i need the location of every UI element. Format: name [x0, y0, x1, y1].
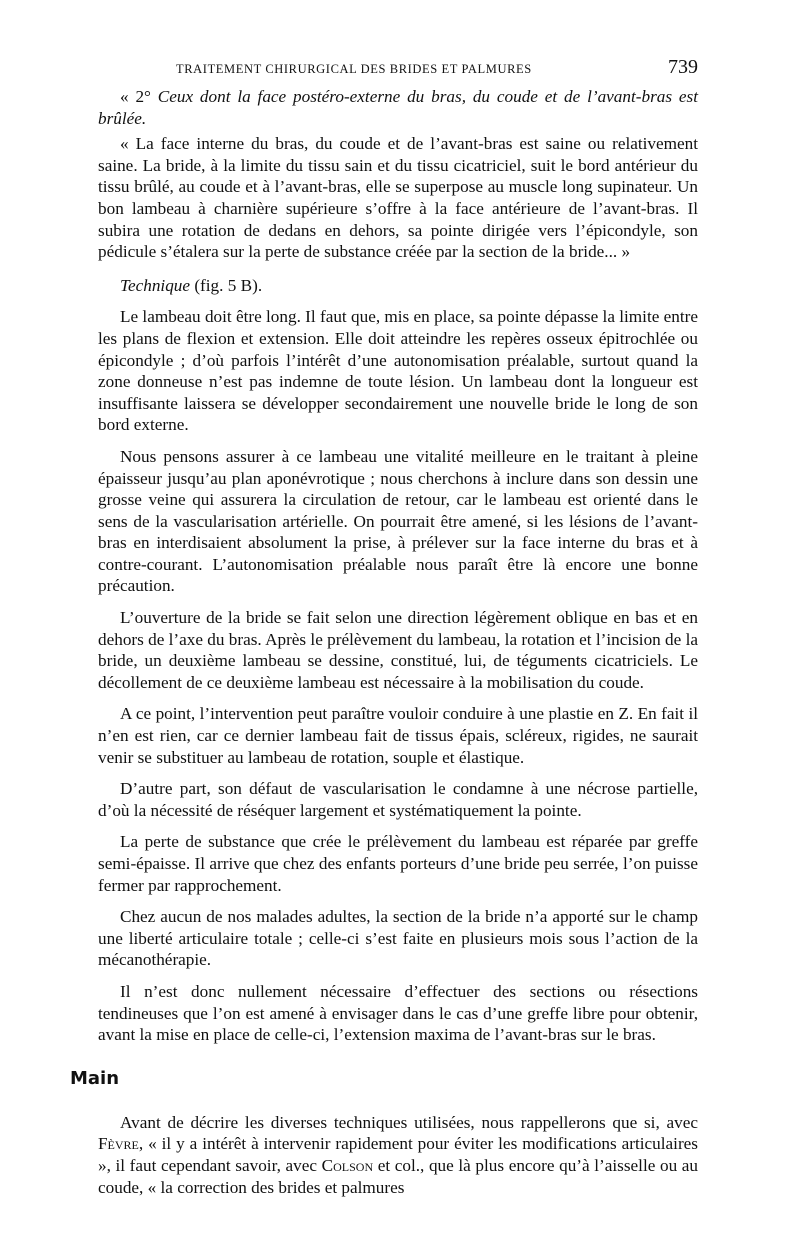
paragraph: L’ouverture de la bride se fait selon une direction légèrement oblique en bas et en dehors de l’axe du bras. Après le prélèvement du lambeau, la rotation et l’incision de la bride, un deuxième lambeau se dessine, constitué, lui, de téguments cicatriciels. Le décollement de ce deuxième lambeau est nécessaire à la mobilisation du coude.	[98, 608, 698, 692]
paragraph: Le lambeau doit être long. Il faut que, mis en place, sa pointe dépasse la limite entre les plans de flexion et extension. Elle doit atteindre les repères osseux épitrochlée ou épicondyle ; d’où parfois l’intérêt d’une autonomisation préalable, surtout quand la zone donneuse n’est pas indemne de toute lésion. Un lambeau dont la longueur est insuffisante laissera se développer secondairement une nouvelle bride le long de son bord externe.	[98, 307, 698, 435]
quote-body: « La face interne du bras, du coude et de l’avant-bras est saine ou relativement saine. La bride, à la limite du tissu sain et du tissu cicatriciel, suit le bord antérieur du tissu brûlé, au coude et à l’avant-bras, elle se superpose au muscle long supinateur. Un bon lambeau à charnière supérieure s’offre à la face antérieure de l’avant-bras. Il subira une rotation de dedans en dehors, sa pointe dirigée vers l’épicondyle, son pédicule s’étalera sur la perte de substance créée par la section de la bride... »	[98, 134, 698, 262]
section-heading: Main	[70, 1067, 120, 1089]
technique-figure-ref: (fig. 5 B).	[190, 275, 263, 295]
paragraph: Nous pensons assurer à ce lambeau une vitalité meilleure en le traitant à pleine épaisseur jusqu’au plan aponévrotique ; nous cherchons à inclure dans son dessin une grosse veine qui assurera la circulation de retour, car le lambeau est orienté dans le sens de la vascularisation artérielle. On pourrait être amené, si les lésions de l’avant-bras en interdisaient absolument la prise, à prélever sur la face interne du bras et à contre-courant. L’autonomisation préalable nous paraît être là encore une bonne précaution.	[98, 446, 698, 596]
paragraph: Chez aucun de nos malades adultes, la section de la bride n’a apporté sur le champ une liberté articulaire totale ; celle-ci s’est faite en plusieurs mois sous l’action de la mécanothérapie.	[98, 907, 698, 970]
paragraph: La perte de substance que crée le prélèvement du lambeau est réparée par greffe semi-épaisse. Il arrive que chez des enfants porteurs d’une bride peu serrée, l’on puisse fermer par rapprochement.	[98, 832, 698, 895]
page-number: 739	[668, 56, 698, 78]
section-text-1: Avant de décrire les diverses techniques utilisées, nous rappellerons que si, avec	[120, 1112, 698, 1132]
paragraph: D’autre part, son défaut de vascularisation le condamne à une nécrose partielle, d’où la nécessité de réséquer largement et systématiquement la pointe.	[98, 779, 698, 820]
technique-label: Technique	[120, 275, 191, 295]
quote-open: « 2°	[120, 87, 158, 106]
technique-heading	[98, 275, 698, 297]
author-name: Colson	[321, 1155, 374, 1175]
paragraph: A ce point, l’intervention peut paraître vouloir conduire à une plastie en Z. En fait il n’en est rien, car ce dernier lambeau fait de tissus épais, scléreux, rigides, ne saurait venir se substituer au lambeau de rotation, souple et élastique.	[98, 704, 698, 767]
author-name: Fèvre	[98, 1134, 139, 1154]
quote-italic-title: Ceux dont la face postéro-externe du bras, du coude et de l’avant-bras est brûlée.	[98, 87, 698, 128]
section-paragraph	[98, 1112, 698, 1198]
running-header	[98, 56, 698, 86]
page-content	[70, 56, 699, 1208]
running-title: TRAITEMENT CHIRURGICAL DES BRIDES ET PALMURES	[176, 62, 532, 76]
quote-heading	[98, 86, 698, 129]
section-text-2: , « il y a intérêt à intervenir rapidement pour éviter les modifications articulaires », il faut cependant savoir, avec	[98, 1134, 698, 1175]
paragraph: Il n’est donc nullement nécessaire d’effectuer des sections ou résections tendineuses que l’on est amené à envisager dans le cas d’une greffe libre pour obtenir, avant la mise en place de celle-ci, l’extension maxima de l’avant-bras sur le bras.	[98, 981, 698, 1045]
section-text-3: et col., que là plus encore qu’à l’aisselle ou au coude, « la correction des brides et palmures	[98, 1155, 699, 1197]
